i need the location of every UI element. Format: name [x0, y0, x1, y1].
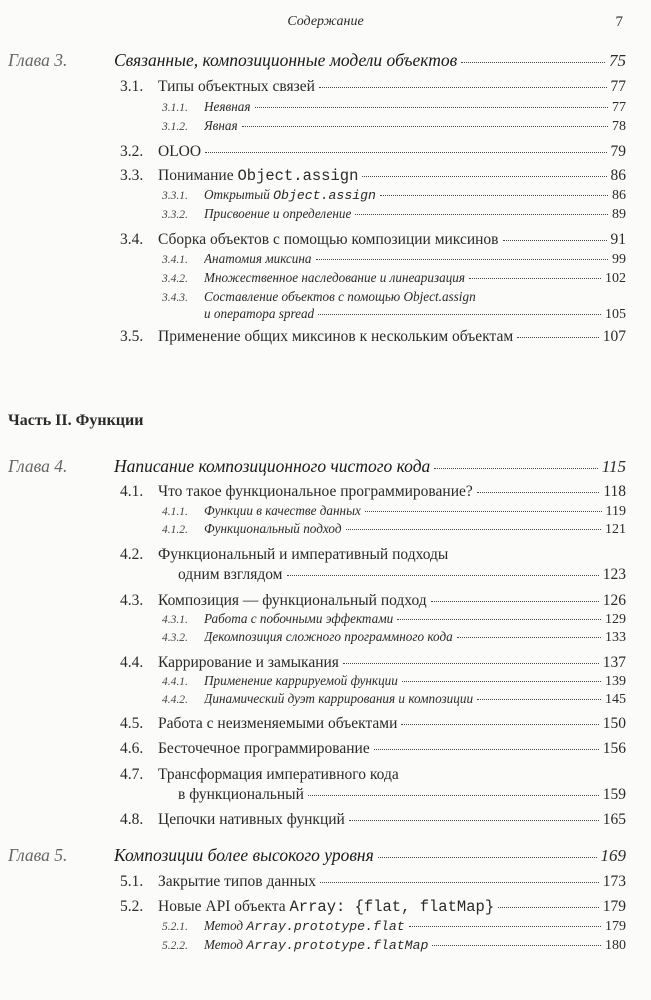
dot-leader — [355, 213, 608, 215]
section-number: 5.1. — [120, 873, 144, 890]
toc-section-3-4[interactable] — [120, 231, 626, 249]
subsection-title: Функциональный подход — [204, 521, 342, 536]
section-title: Цепочки нативных функций — [158, 811, 345, 828]
page-ref: 118 — [603, 483, 626, 500]
page-ref: 145 — [605, 692, 626, 707]
inline-code: Object.assign — [237, 167, 359, 185]
toc-subsection-3-4-2[interactable] — [162, 270, 626, 287]
dot-leader — [346, 528, 601, 530]
page-ref: 102 — [605, 271, 626, 286]
page-ref: 89 — [612, 207, 626, 222]
page-ref: 126 — [602, 592, 626, 609]
toc-section-4-5[interactable] — [120, 715, 626, 733]
toc-chapter-3[interactable] — [8, 50, 626, 71]
section-number: 4.5. — [120, 715, 144, 732]
toc-subsection-3-4-3[interactable] — [162, 289, 626, 305]
subsection-title: Анатомия миксина — [204, 251, 312, 266]
section-number: 3.3. — [120, 167, 144, 184]
subsection-title: Применение каррируемой функции — [204, 673, 398, 688]
dot-leader — [477, 491, 600, 493]
page-ref: 86 — [610, 167, 626, 184]
page-ref: 129 — [605, 612, 626, 627]
subsection-number: 4.3.1. — [162, 614, 188, 626]
subsection-number: 4.4.1. — [162, 676, 188, 688]
dot-leader — [205, 151, 606, 153]
page-ref: 119 — [605, 504, 626, 519]
page-ref: 77 — [612, 100, 626, 115]
subsection-number: 3.1.2. — [162, 121, 188, 133]
dot-leader — [318, 313, 601, 315]
toc-subsection-3-3-2[interactable] — [162, 206, 626, 223]
page-ref: 133 — [605, 630, 626, 645]
inline-code: Array: {flat, flatMap} — [289, 898, 495, 916]
page-ref: 121 — [605, 522, 626, 537]
toc-subsection-3-1-2[interactable] — [162, 118, 626, 135]
subsection-number: 3.3.2. — [162, 209, 188, 221]
chapter-title: Написание композиционного чистого кода — [114, 456, 431, 476]
section-title: Трансформация императивного кода — [158, 766, 399, 783]
chapter-number: Глава 4. — [8, 456, 68, 476]
dot-leader — [319, 86, 607, 88]
page-ref: 77 — [610, 78, 626, 95]
dot-leader — [374, 748, 599, 750]
subsection-number: 5.2.2. — [162, 940, 188, 952]
section-title: Применение общих миксинов к нескольким объектам — [158, 328, 514, 345]
section-number: 4.2. — [120, 546, 144, 563]
toc-section-4-7-cont[interactable] — [158, 786, 626, 804]
section-title: Закрытие типов данных — [158, 873, 316, 890]
chapter-title: Связанные, композиционные модели объектов — [114, 50, 458, 70]
toc-subsection-5-2-2[interactable] — [162, 937, 626, 954]
toc-subsection-4-4-1[interactable] — [162, 673, 626, 690]
toc-section-4-7[interactable] — [120, 766, 626, 784]
page-ref: 156 — [602, 740, 626, 757]
dot-leader — [397, 618, 601, 620]
subsection-title: Декомпозиция сложного программного кода — [204, 629, 453, 644]
toc-subsection-3-4-1[interactable] — [162, 251, 626, 268]
section-number: 3.5. — [120, 328, 144, 345]
toc-section-5-2[interactable] — [120, 898, 626, 916]
page-ref: 99 — [612, 252, 626, 267]
subsection-number: 4.3.2. — [162, 632, 188, 644]
dot-leader — [432, 944, 601, 946]
dot-leader — [469, 277, 601, 279]
page-ref: 169 — [600, 846, 626, 865]
page-ref: 86 — [612, 188, 626, 203]
toc-section-3-3[interactable] — [120, 167, 626, 185]
dot-leader — [409, 925, 601, 927]
subsection-title: Метод Array.prototype.flat — [204, 918, 405, 934]
dot-leader — [434, 467, 597, 469]
dot-leader — [378, 856, 597, 858]
toc-subsection-4-1-1[interactable] — [162, 503, 626, 520]
dot-leader — [242, 125, 608, 127]
subsection-title: Явная — [204, 118, 238, 133]
page-ref: 137 — [602, 654, 626, 671]
dot-leader — [308, 794, 599, 796]
section-title: Типы объектных связей — [158, 78, 315, 95]
page-ref: 91 — [610, 231, 626, 248]
dot-leader — [431, 600, 599, 602]
page-header — [0, 14, 651, 34]
toc-subsection-4-1-2[interactable] — [162, 521, 626, 538]
subsection-title: Работа с побочными эффектами — [204, 611, 394, 626]
toc-subsection-3-1-1[interactable] — [162, 99, 626, 116]
subsection-number: 4.4.2. — [162, 694, 188, 706]
chapter-number: Глава 5. — [8, 845, 68, 865]
inline-code: Array.prototype.flatMap — [246, 938, 429, 953]
chapter-number: Глава 3. — [8, 50, 68, 70]
subsection-number: 3.1.1. — [162, 102, 188, 114]
subsection-number: 3.4.2. — [162, 273, 188, 285]
toc-section-3-2[interactable] — [120, 143, 626, 161]
section-number: 3.2. — [120, 143, 144, 160]
subsection-title: Присвоение и определение — [204, 206, 352, 221]
subsection-title: Метод Array.prototype.flatMap — [204, 937, 429, 953]
page-ref: 105 — [605, 307, 626, 322]
dot-leader — [401, 723, 598, 725]
toc-section-4-4[interactable] — [120, 654, 626, 672]
section-number: 5.2. — [120, 898, 144, 915]
toc-section-3-5[interactable] — [120, 328, 626, 346]
section-number: 4.8. — [120, 811, 144, 828]
subsection-title: Составление объектов с помощью Object.assign — [204, 289, 476, 304]
section-number: 4.7. — [120, 766, 144, 783]
toc-subsection-4-3-1[interactable] — [162, 611, 626, 628]
toc-section-4-3[interactable] — [120, 592, 626, 610]
dot-leader — [316, 258, 608, 260]
subsection-title: Неявная — [204, 99, 251, 114]
subsection-title-continued: и оператора spread — [204, 306, 315, 321]
dot-leader — [320, 881, 599, 883]
dot-leader — [365, 510, 602, 512]
page-ref: 107 — [602, 328, 626, 345]
page-ref: 159 — [602, 786, 626, 803]
section-title: Бесточечное программирование — [158, 740, 370, 757]
page-ref: 75 — [609, 51, 626, 70]
page-ref: 115 — [601, 457, 626, 476]
subsection-title: Множественное наследование и линеаризация — [204, 270, 466, 285]
subsection-number: 3.4.3. — [162, 292, 188, 304]
toc-subsection-5-2-1[interactable] — [162, 918, 626, 935]
page-ref: 179 — [602, 898, 626, 915]
toc-section-4-8[interactable] — [120, 811, 626, 829]
dot-leader — [343, 662, 599, 664]
subsection-number: 3.4.1. — [162, 254, 188, 266]
page-ref: 150 — [602, 715, 626, 732]
part-heading: Часть II. Функции — [8, 412, 144, 429]
toc-subsection-4-3-2[interactable] — [162, 629, 626, 646]
dot-leader — [349, 819, 599, 821]
toc-subsection-4-4-2[interactable] — [162, 691, 626, 708]
section-number: 3.4. — [120, 231, 144, 248]
toc-section-4-2-cont[interactable] — [158, 566, 626, 584]
toc-chapter-4[interactable] — [8, 456, 626, 477]
subsection-number: 5.2.1. — [162, 921, 188, 933]
page-ref: 180 — [605, 938, 626, 953]
page-ref: 165 — [602, 811, 626, 828]
toc-subsection-3-4-3-cont[interactable] — [162, 306, 626, 323]
section-title: OLOO — [158, 143, 202, 160]
dot-leader — [498, 906, 599, 908]
section-title-continued: одним взглядом — [178, 566, 283, 583]
section-title: Что такое функциональное программирование? — [158, 483, 473, 500]
dot-leader — [517, 336, 599, 338]
toc-subsection-3-3-1[interactable] — [162, 187, 626, 204]
dot-leader — [402, 680, 601, 682]
subsection-number: 4.1.2. — [162, 524, 188, 536]
toc-section-4-1[interactable] — [120, 483, 626, 501]
section-number: 4.6. — [120, 740, 144, 757]
section-title: Каррирование и замыкания — [158, 654, 339, 671]
section-number: 4.3. — [120, 592, 144, 609]
dot-leader — [457, 636, 601, 638]
page-ref: 179 — [605, 919, 626, 934]
inline-code: Array.prototype.flat — [246, 919, 405, 934]
section-title: Композиция — функциональный подход — [158, 592, 427, 609]
subsection-title: Динамический дуэт каррирования и композиции — [204, 691, 474, 706]
page-ref: 78 — [612, 119, 626, 134]
dot-leader — [461, 61, 605, 63]
section-title: Функциональный и императивный подходы — [158, 546, 449, 563]
page-ref: 79 — [610, 143, 626, 160]
page-ref: 139 — [605, 674, 626, 689]
toc-chapter-5[interactable] — [8, 845, 626, 866]
section-title: Понимание Object.assign — [158, 167, 359, 185]
page-ref: 173 — [602, 873, 626, 890]
page-ref: 123 — [602, 566, 626, 583]
section-title: Сборка объектов с помощью композиции миксинов — [158, 231, 499, 248]
dot-leader — [362, 175, 606, 177]
toc-section-5-1[interactable] — [120, 873, 626, 891]
section-number: 3.1. — [120, 78, 144, 95]
running-title: Содержание — [287, 14, 364, 29]
dot-leader — [380, 194, 608, 196]
section-number: 4.4. — [120, 654, 144, 671]
chapter-title: Композиции более высокого уровня — [114, 845, 374, 865]
subsection-number: 4.1.1. — [162, 506, 188, 518]
toc-section-3-1[interactable] — [120, 78, 626, 96]
section-title-continued: в функциональный — [178, 786, 304, 803]
page-number: 7 — [615, 14, 623, 30]
dot-leader — [503, 239, 607, 241]
section-title: Новые API объекта Array: {flat, flatMap} — [158, 898, 495, 916]
dot-leader — [477, 698, 601, 700]
subsection-title: Функции в качестве данных — [204, 503, 361, 518]
subsection-number: 3.3.1. — [162, 190, 188, 202]
subsection-title: Открытый Object.assign — [204, 187, 376, 203]
section-number: 4.1. — [120, 483, 144, 500]
section-title: Работа с неизменяемыми объектами — [158, 715, 398, 732]
dot-leader — [287, 574, 599, 576]
toc-section-4-6[interactable] — [120, 740, 626, 758]
dot-leader — [255, 106, 609, 108]
inline-code: Object.assign — [273, 188, 376, 203]
toc-section-4-2[interactable] — [120, 546, 626, 564]
